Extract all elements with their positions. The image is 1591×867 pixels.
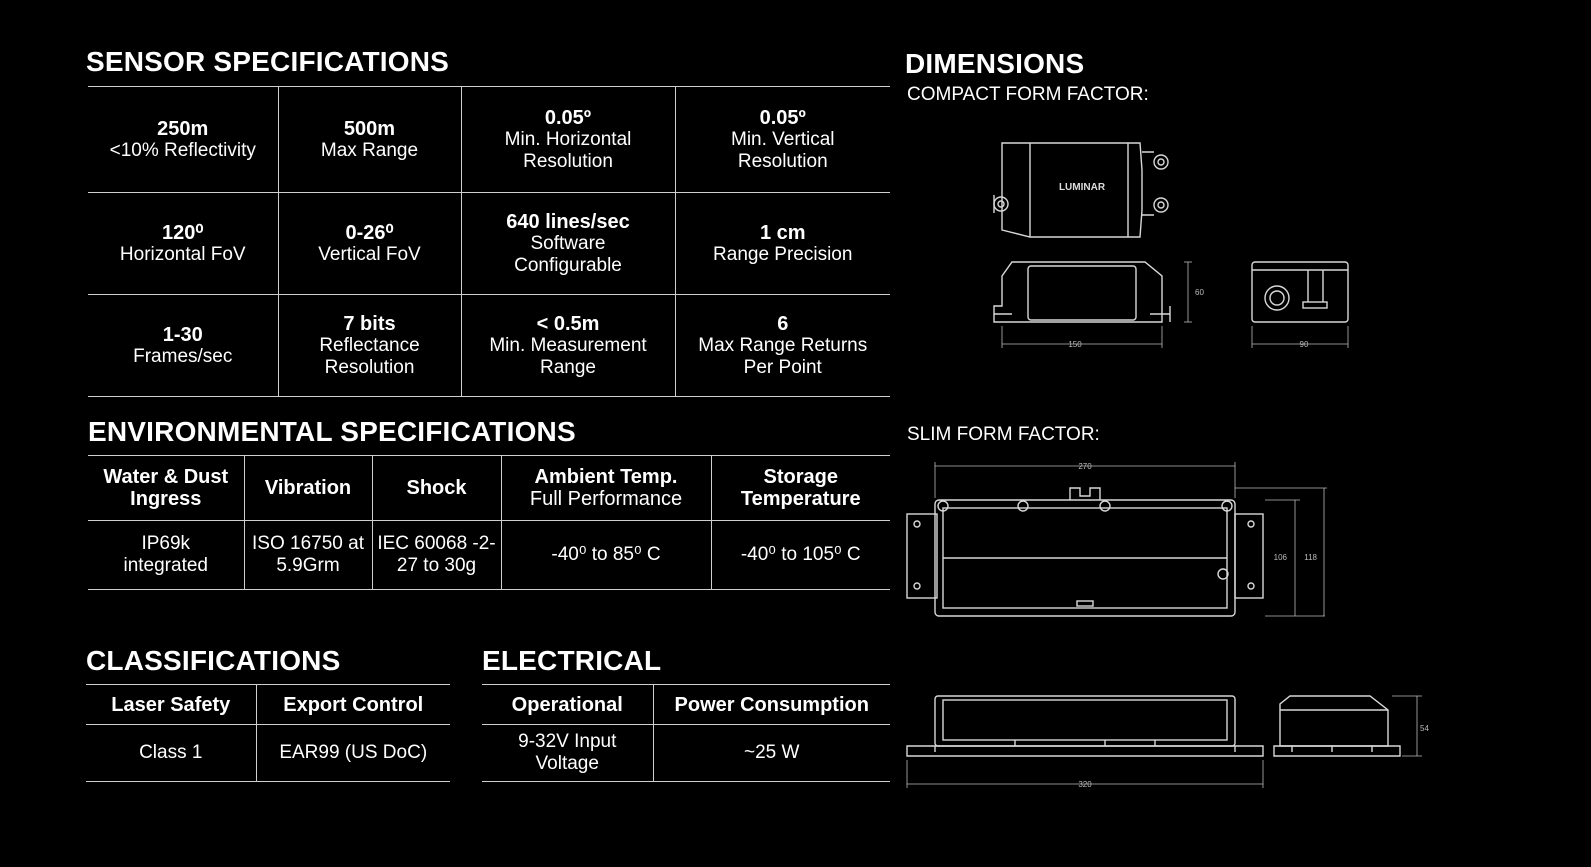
- sensor-specs-title: SENSOR SPECIFICATIONS: [86, 46, 450, 77]
- classifications-table: [86, 684, 450, 782]
- compact-front-view-drawing: [990, 256, 1210, 356]
- table-cell: ~25 W: [653, 725, 890, 782]
- slim-length-dimension: 320: [1078, 780, 1092, 789]
- spec-cell: 1-30 Frames/sec: [88, 295, 278, 397]
- table-row: [88, 193, 890, 295]
- table-row: [86, 725, 450, 782]
- table-cell: Class 1: [86, 725, 256, 782]
- sensor-specs-table: [88, 86, 890, 397]
- electrical-table: [482, 684, 890, 782]
- column-header: Ambient Temp. Full Performance: [501, 456, 711, 521]
- table-cell: EAR99 (US DoC): [256, 725, 450, 782]
- compact-height-dimension: 60: [1195, 288, 1204, 297]
- dimensions-title: DIMENSIONS: [905, 48, 1085, 79]
- spec-cell: 500m Max Range: [278, 87, 461, 193]
- table-row: [482, 725, 890, 782]
- slim-top-view-drawing: [905, 458, 1345, 623]
- table-cell: -40⁰ to 85⁰ C: [501, 521, 711, 590]
- spec-cell: 6 Max Range Returns Per Point: [675, 295, 890, 397]
- environmental-specs-table: [88, 455, 890, 590]
- slim-front-view-drawing: [905, 690, 1275, 795]
- electrical-title: ELECTRICAL: [482, 645, 662, 676]
- compact-width-dimension: 150: [1068, 340, 1082, 349]
- slim-depth-inner-dimension: 106: [1273, 553, 1287, 562]
- compact-depth-dimension: 90: [1299, 340, 1309, 349]
- column-header: Export Control: [256, 685, 450, 725]
- column-header: Shock: [372, 456, 501, 521]
- table-row: [88, 87, 890, 193]
- table-cell: IP69k integrated: [88, 521, 244, 590]
- spec-cell: 250m <10% Reflectivity: [88, 87, 278, 193]
- compact-top-view-drawing: [990, 140, 1175, 240]
- spec-cell: 640 lines/sec Software Configurable: [461, 193, 675, 295]
- brand-logo: LUMINAR: [1058, 182, 1106, 193]
- column-header: Water & Dust Ingress: [88, 456, 244, 521]
- spec-cell: 7 bits Reflectance Resolution: [278, 295, 461, 397]
- table-cell: ISO 16750 at 5.9Grm: [244, 521, 372, 590]
- column-header: Storage Temperature: [711, 456, 890, 521]
- table-cell: IEC 60068 -2-27 to 30g: [372, 521, 501, 590]
- slim-width-dimension: 270: [1078, 462, 1092, 471]
- spec-cell: < 0.5m Min. Measurement Range: [461, 295, 675, 397]
- slim-form-factor-label: SLIM FORM FACTOR:: [907, 424, 1100, 445]
- table-cell: -40⁰ to 105⁰ C: [711, 521, 890, 590]
- column-header: Power Consumption: [653, 685, 890, 725]
- column-header: Laser Safety: [86, 685, 256, 725]
- spec-cell: 120⁰ Horizontal FoV: [88, 193, 278, 295]
- spec-cell: 0.05º Min. Vertical Resolution: [675, 87, 890, 193]
- table-row: [88, 295, 890, 397]
- classifications-title: CLASSIFICATIONS: [86, 645, 341, 676]
- table-header-row: [86, 685, 450, 725]
- spec-cell: 0-26⁰ Vertical FoV: [278, 193, 461, 295]
- slim-side-view-drawing: [1272, 690, 1442, 770]
- table-row: [88, 521, 890, 590]
- table-header-row: [482, 685, 890, 725]
- spec-cell: 0.05º Min. Horizontal Resolution: [461, 87, 675, 193]
- slim-depth-outer-dimension: 118: [1304, 553, 1317, 562]
- column-header: Vibration: [244, 456, 372, 521]
- spec-cell: 1 cm Range Precision: [675, 193, 890, 295]
- slim-height-dimension: 54: [1420, 724, 1429, 733]
- table-header-row: [88, 456, 890, 521]
- table-cell: 9-32V Input Voltage: [482, 725, 653, 782]
- compact-form-factor-label: COMPACT FORM FACTOR:: [907, 84, 1149, 105]
- compact-side-view-drawing: [1248, 256, 1353, 356]
- environmental-specs-title: ENVIRONMENTAL SPECIFICATIONS: [88, 416, 576, 447]
- column-header: Operational: [482, 685, 653, 725]
